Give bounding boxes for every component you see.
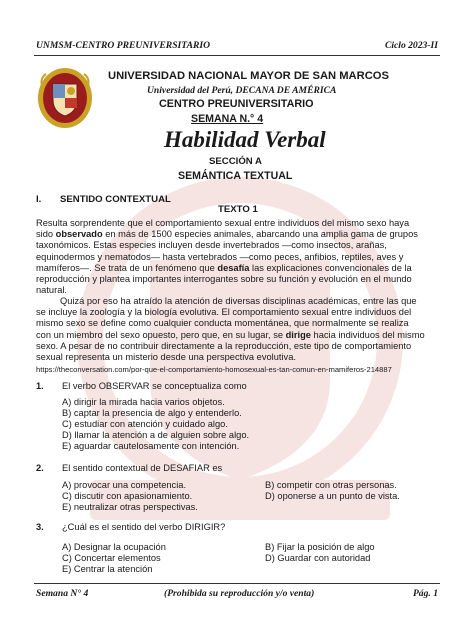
paragraph-line: natural. <box>36 285 68 296</box>
paragraph-line: mismo sexo se define como cualquier conducta momentánea, que normalmente se realiza <box>36 318 409 329</box>
paragraph-line: sexual representa un misterio desde una perspectiva evolutiva. <box>36 352 296 363</box>
q1-option-d[interactable]: D) llamar la atención a de alguien sobre algo. <box>62 430 250 440</box>
q2-option-d[interactable]: D) oponerse a un punto de vista. <box>265 491 400 501</box>
question-2-number: 2. <box>36 463 44 473</box>
q2-option-e[interactable]: E) neutralizar otras perspectivas. <box>62 502 198 512</box>
footer-left: Semana N° 4 <box>36 588 89 599</box>
q3-option-b[interactable]: B) Fijar la posición de algo <box>265 542 375 552</box>
question-3-number: 3. <box>36 522 44 532</box>
question-1-number: 1. <box>36 381 44 391</box>
q1-option-c[interactable]: C) estudiar con atención y cuidado algo. <box>62 419 228 429</box>
q3-option-e[interactable]: E) Centrar la atención <box>62 564 153 574</box>
university-name: UNIVERSIDAD NACIONAL MAYOR DE SAN MARCOS <box>108 70 389 82</box>
source-url[interactable]: https://theconversation.com/por-que-el-comportamiento-homosexual-es-tan-comun-en-mamiferos-214887 <box>36 365 392 374</box>
question-3-text: ¿Cuál es el sentido del verbo DIRIGIR? <box>62 522 226 532</box>
paragraph-2 <box>36 296 440 363</box>
topic-label: SEMÁNTICA TEXTUAL <box>178 170 293 182</box>
university-crest-icon <box>36 66 94 130</box>
paragraph-line: equinodermos y nematodos— hasta vertebrados —como peces, anfibios, reptiles, aves y <box>36 251 404 262</box>
header-rule <box>34 55 440 56</box>
header-right: Ciclo 2023-II <box>384 40 438 51</box>
keyword-dirige: dirige <box>285 329 311 340</box>
q1-option-e[interactable]: E) aguardar cautelosamente con intención. <box>62 441 240 451</box>
week-label: SEMANA N.° 4 <box>191 113 264 125</box>
center-name: CENTRO PREUNIVERSITARIO <box>159 98 314 110</box>
course-title: Habilidad Verbal <box>164 127 326 152</box>
paragraph-line: Quizá por eso ha atraído la atención de diversas disciplinas académicas, entre las que <box>60 296 417 306</box>
section-label: SECCIÓN A <box>209 156 262 167</box>
paragraph-line: sexo. A pesar de no contribuir directamente a la reproducción, este tipo de comportamiento <box>36 340 412 351</box>
paragraph-line: con un miembro del sexo opuesto, pero que, en su lugar, se dirige hacia individuos del mismo <box>36 329 425 340</box>
q1-option-b[interactable]: B) captar la presencia de algo y entenderlo. <box>62 408 242 418</box>
q3-option-d[interactable]: D) Guardar con autoridad <box>265 553 371 563</box>
footer-rule <box>34 583 440 584</box>
paragraph-line: se incluye la zoología y la biología evolutiva. El comportamiento sexual entre individuos del <box>36 307 412 318</box>
paragraph-line: taxonómicos. Estas especies incluyen desde invertebrados —como insectos, arañas, <box>36 240 387 251</box>
keyword-observado: observado <box>55 229 103 240</box>
q2-option-c[interactable]: C) discutir con apasionamiento. <box>62 491 193 501</box>
paragraph-1 <box>36 218 440 296</box>
paragraph-line: sido observado en más de 1500 especies animales, abarcando una amplia gama de grupos <box>36 229 418 240</box>
paragraph-line: mamíferos—. Se trata de un fenómeno que desafía las explicaciones convencionales de la <box>36 262 412 273</box>
text-title: TEXTO 1 <box>218 204 258 215</box>
question-1-text: El verbo OBSERVAR se conceptualiza como <box>62 381 247 391</box>
footer-right: Pág. 1 <box>412 588 438 599</box>
section-numeral: I. <box>36 194 42 205</box>
paragraph-line: reproducción y plantea importantes interrogantes sobre su función y evolución en el mundo <box>36 274 412 285</box>
q2-option-a[interactable]: A) provocar una competencia. <box>62 480 187 490</box>
q3-option-a[interactable]: A) Designar la ocupación <box>62 542 166 552</box>
q3-option-c[interactable]: C) Concertar elementos <box>62 553 161 563</box>
q2-option-b[interactable]: B) competir con otras personas. <box>265 480 397 490</box>
question-2-text: El sentido contextual de DESAFIAR es <box>62 463 223 473</box>
keyword-desafia: desafía <box>217 262 250 273</box>
paragraph-line: Resulta sorprendente que el comportamiento sexual entre individuos del mismo sexo haya <box>36 218 410 228</box>
section-title: SENTIDO CONTEXTUAL <box>60 194 171 205</box>
header-left: UNMSM-CENTRO PREUNIVERSITARIO <box>36 40 211 51</box>
university-subtitle: Universidad del Perú, DECANA DE AMÉRICA <box>147 85 337 96</box>
q1-option-a[interactable]: A) dirigir la mirada hacia varios objetos. <box>62 397 225 407</box>
footer-center: (Prohibida su reproducción y/o venta) <box>164 588 315 599</box>
